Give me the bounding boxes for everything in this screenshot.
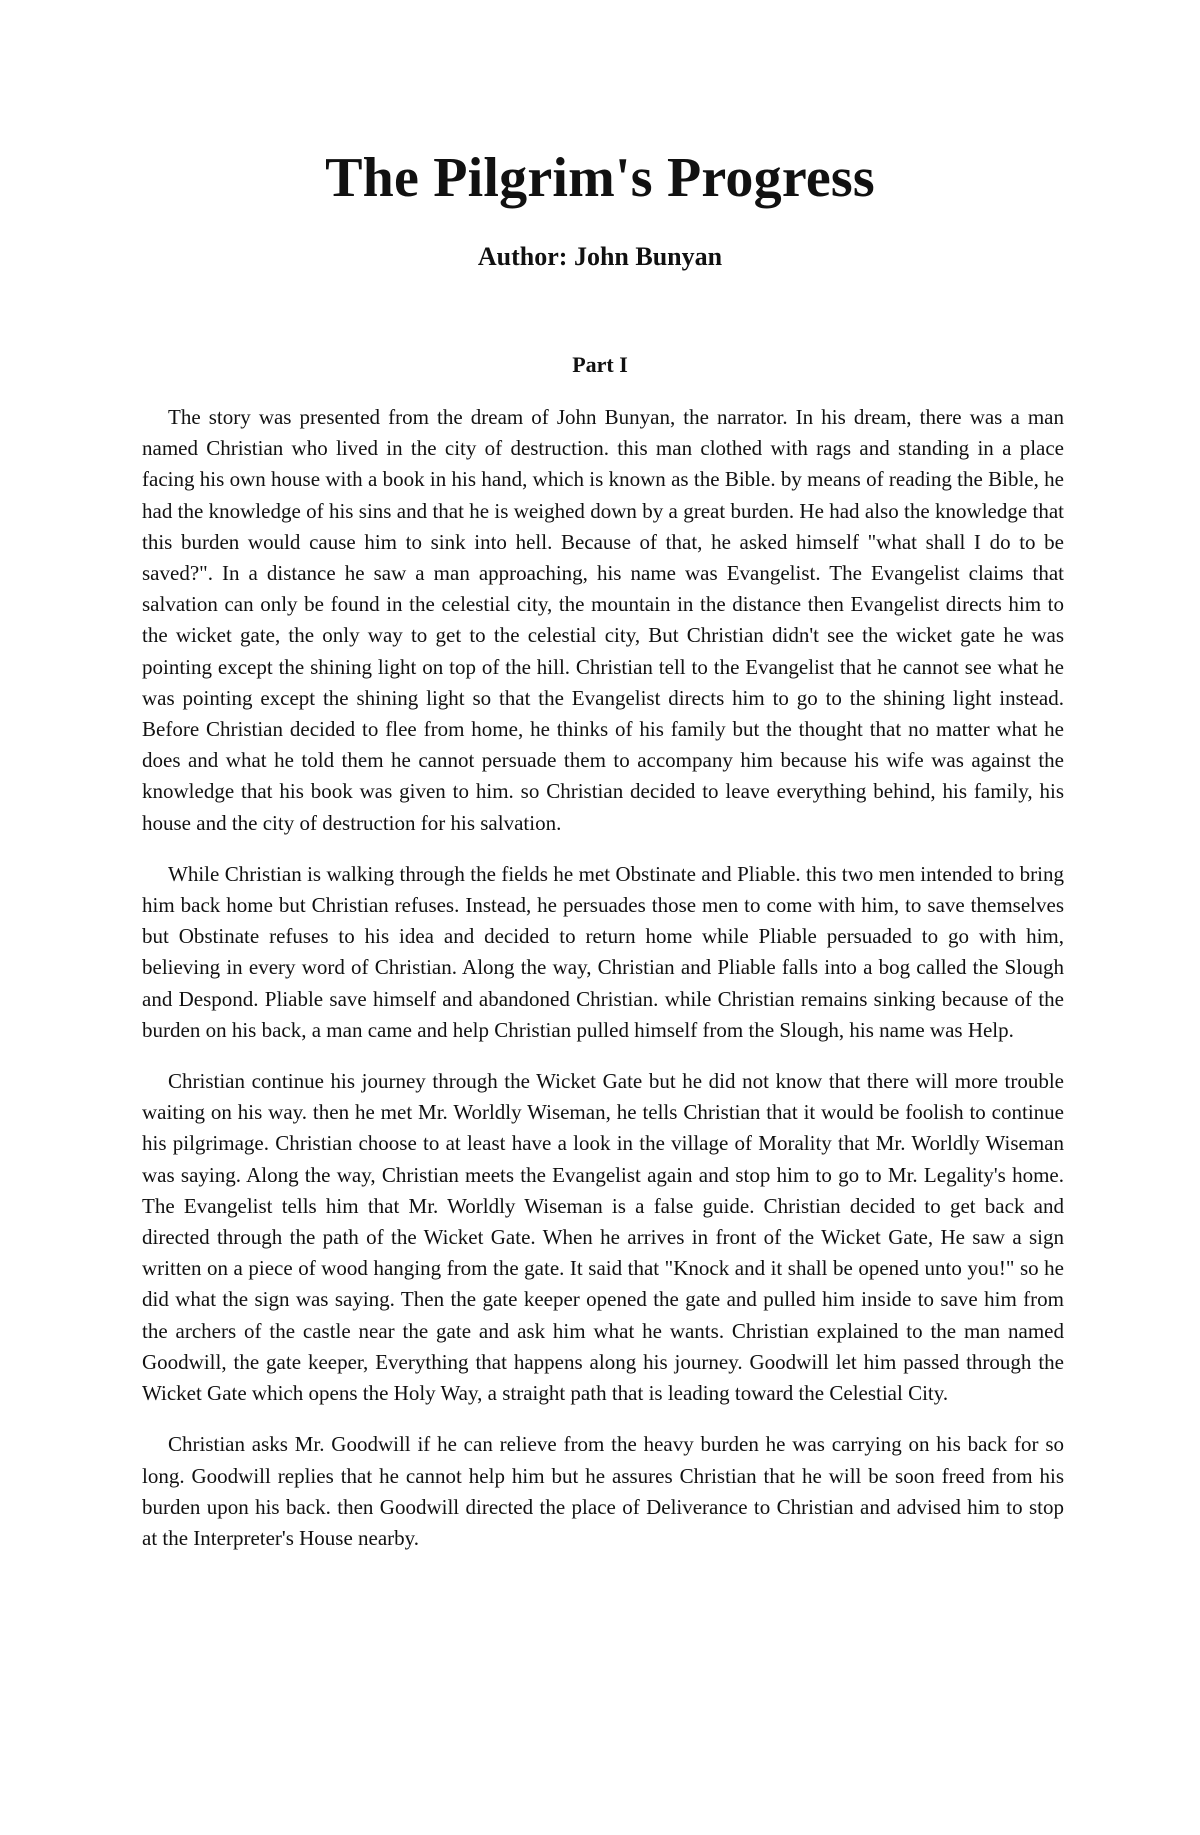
paragraph-4: Christian asks Mr. Goodwill if he can relieve from the heavy burden he was carrying on his back for so long. Goodwill replies that he cannot help him but he assures Christian that he will be soon freed from his burden upon his back. then Goodwill directed the place of Deliverance to Christian and advised him to stop at the Interpreter's House nearby. bbox=[142, 1432, 1064, 1550]
author-line: Author: John Bunyan bbox=[477, 242, 723, 271]
document-title: The Pilgrim's Progress bbox=[325, 147, 875, 209]
part-heading: Part I bbox=[572, 352, 628, 377]
paragraph-1: The story was presented from the dream of John Bunyan, the narrator. In his dream, there was a man named Christian who lived in the city of destruction. this man clothed with rags and standing in a place facing his own house with a book in his hand, which is known as the Bible. by means of reading the Bible, he had the knowledge of his sins and that he is weighed down by a great burden. He had also the knowledge that this burden would cause him to sink into hell. Because of that, he asked himself "what shall I do to be saved?". In a distance he saw a man approaching, his name was Evangelist. The Evangelist claims that salvation can only be found in the celestial city, the mountain in the distance then Evangelist directs him to the wicket gate, the only way to get to the celestial city, But Christian didn't see the wicket gate he was pointing except the shining light on top of the hill. Christian tell to the Evangelist that he cannot see what he was pointing except the shining light so that the Evangelist directs him to go to the shining light instead. Before Christian decided to flee from home, he thinks of his family but the thought that no matter what he does and what he told them he cannot persuade them to accompany him because his wife was against the knowledge that his book was given to him. so Christian decided to leave everything behind, his family, his house and the city of destruction for his salvation. bbox=[142, 405, 1064, 835]
paragraph-2: While Christian is walking through the fields he met Obstinate and Pliable. this two men intended to bring him back home but Christian refuses. Instead, he persuades those men to come with him, to save themselves but Obstinate refuses to his idea and decided to return home while Pliable persuaded to go with him, believing in every word of Christian. Along the way, Christian and Pliable falls into a bog called the Slough and Despond. Pliable save himself and abandoned Christian. while Christian remains sinking because of the burden on his back, a man came and help Christian pulled himself from the Slough, his name was Help. bbox=[142, 861, 1064, 1042]
paragraph-3: Christian continue his journey through the Wicket Gate but he did not know that there will more trouble waiting on his way. then he met Mr. Worldly Wiseman, he tells Christian that it would be foolish to continue his pilgrimage. Christian choose to at least have a look in the village of Morality that Mr. Worldly Wiseman was saying. Along the way, Christian meets the Evangelist again and stop him to go to Mr. Legality's home. The Evangelist tells him that Mr. Worldly Wiseman is a false guide. Christian decided to get back and directed through the path of the Wicket Gate. When he arrives in front of the Wicket Gate, He saw a sign written on a piece of wood hanging from the gate. It said that "Knock and it shall be opened unto you!" so he did what the sign was saying. Then the gate keeper opened the gate and pulled him inside to save him from the archers of the castle near the gate and ask him what he wants. Christian explained to the man named Goodwill, the gate keeper, Everything that happens along his journey. Goodwill let him passed through the Wicket Gate which opens the Holy Way, a straight path that is leading toward the Celestial City. bbox=[142, 1069, 1064, 1406]
body-text bbox=[142, 402, 1064, 1574]
